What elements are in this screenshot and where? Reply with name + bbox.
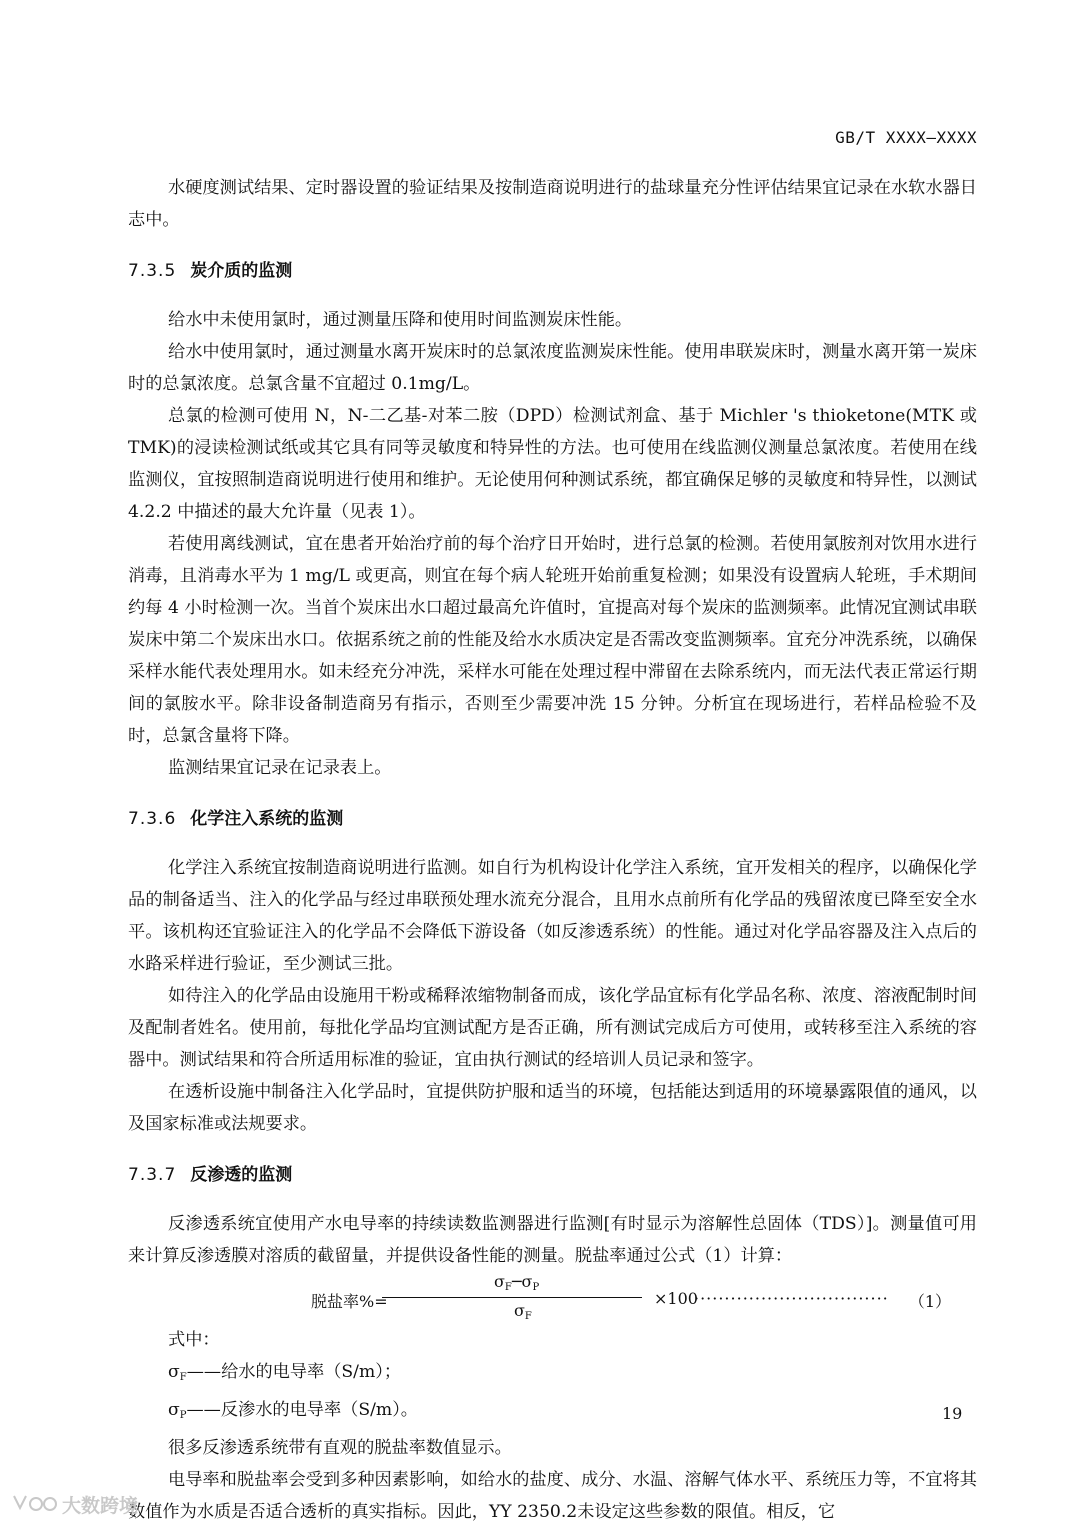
- body-paragraph: 水硬度测试结果、定时器设置的验证结果及按制造商说明进行的盐球量充分性评估结果宜记录在水软水器日志中。: [128, 178, 977, 230]
- document-code: GB/T XXXX—XXXX: [835, 128, 977, 147]
- section-title: 化学注入系统的监测: [190, 809, 344, 829]
- body-paragraph: 很多反渗透系统带有直观的脱盐率数值显示。: [168, 1438, 512, 1458]
- body-paragraph: 给水中未使用氯时，通过测量压降和使用时间监测炭床性能。: [168, 310, 633, 330]
- definition-sigma-f: $\sigma_F——$给水的电导率（S/m）；: [168, 1362, 402, 1383]
- body-paragraph: 给水中使用氯时，通过测量水离开炭床时的总氯浓度监测炭床性能。使用串联炭床时，测量水离开第一炭床时的总氯浓度。总氯含量不宜超过 0.1mg/L。: [128, 342, 977, 394]
- formula-leader-dots: ································: [694, 1289, 889, 1308]
- body-paragraph: 监测结果宜记录在记录表上。: [168, 758, 392, 778]
- section-heading-7-3-5: [128, 258, 977, 284]
- page-number: 19: [942, 1404, 963, 1423]
- section-heading-7-3-6: [128, 806, 977, 832]
- section-number: 7.3.5: [128, 261, 177, 281]
- fraction-bar: [382, 1297, 642, 1298]
- section-heading-7-3-7: [128, 1162, 977, 1188]
- section-number: 7.3.7: [128, 1165, 177, 1185]
- formula-multiplier: ×100: [654, 1289, 698, 1308]
- watermark-logo: [10, 1488, 150, 1522]
- body-paragraph: 在透析设施中制备注入化学品时，宜提供防护服和适当的环境，包括能达到适用的环境暴露限值的通风，以及国家标准或法规要求。: [128, 1082, 977, 1134]
- formula-numerator: $\sigma_F─\sigma_P$: [494, 1272, 540, 1293]
- salt-rejection-formula: [128, 1272, 977, 1324]
- watermark-icon: [10, 1488, 150, 1522]
- body-paragraph: 如待注入的化学品由设施用干粉或稀释浓缩物制备而成，该化学品宜标有化学品名称、浓度、溶液配制时间及配制者姓名。使用前，每批化学品均宜测试配方是否正确，所有测试完成后方可使用，或转移至注入系统的容器中。测试结果和符合所适用标准的验证，宜由执行测试的经培训人员记录和签字。: [128, 986, 977, 1070]
- section-number: 7.3.6: [128, 809, 177, 829]
- body-paragraph: 总氯的检测可使用 N，N-二乙基-对苯二胺（DPD）检测试剂盒、基于 Michler 's thioketone(MTK 或 TMK)的浸读检测试纸或其它具有同等灵敏度和特异性的方法。也可使用在线监测仪测量总氯浓度。若使用在线监测仪，宜按照制造商说明进行使用和维护。无论使用何种测试系统，都宜确保足够的灵敏度和特异性，以测试 4.2.2 中描述的最大允许量（见表 1）。: [128, 406, 977, 522]
- body-paragraph: 化学注入系统宜按制造商说明进行监测。如自行为机构设计化学注入系统，宜开发相关的程序，以确保化学品的制备适当、注入的化学品与经过串联预处理水流充分混合，且用水点前所有化学品的残留浓度已降至安全水平。该机构还宜验证注入的化学品不会降低下游设备（如反渗透系统）的性能。通过对化学品容器及注入点后的水路采样进行验证，至少测试三批。: [128, 858, 977, 974]
- body-paragraph: 若使用离线测试，宜在患者开始治疗前的每个治疗日开始时，进行总氯的检测。若使用氯胺剂对饮用水进行消毒，且消毒水平为 1 mg/L 或更高，则宜在每个病人轮班开始前重复检测；如果没有设置病人轮班，手术期间约每 4 小时检测一次。当首个炭床出水口超过最高允许值时，宜提高对每个炭床的监测频率。此情况宜测试串联炭床中第二个炭床出水口。依据系统之前的性能及给水水质决定是否需改变监测频率。宜充分冲洗系统，以确保采样水能代表处理用水。如未经充分冲洗，采样水可能在处理过程中滞留在去除系统内，而无法代表正常运行期间的氯胺水平。除非设备制造商另有指示，否则至少需要冲洗 15 分钟。分析宜在现场进行，若样品检验不及时，总氯含量将下降。: [128, 534, 977, 746]
- body-paragraph: 反渗透系统宜使用产水电导率的持续读数监测器进行监测[有时显示为溶解性总固体（TDS）]。测量值可用来计算反渗透膜对溶质的截留量，并提供设备性能的测量。脱盐率通过公式（1）计算：: [128, 1214, 977, 1266]
- svg-text:大数跨境: 大数跨境: [62, 1495, 139, 1517]
- page-body: [128, 172, 977, 1528]
- section-title: 炭介质的监测: [190, 261, 293, 281]
- section-title: 反渗透的监测: [190, 1165, 293, 1185]
- formula-lhs: 脱盐率%=: [311, 1292, 388, 1311]
- definition-sigma-p: $\sigma_P——$反渗水的电导率（S/m）。: [168, 1400, 418, 1421]
- equation-number: （1）: [908, 1292, 951, 1311]
- formula-denominator: $\sigma_F$: [514, 1301, 532, 1322]
- where-label: 式中：: [168, 1330, 220, 1350]
- body-paragraph: 电导率和脱盐率会受到多种因素影响，如给水的盐度、成分、水温、溶解气体水平、系统压力等，不宜将其数值作为水质是否适合透析的真实指标。因此，YY 2350.2未设定这些参数的限值。相反，它: [128, 1470, 977, 1522]
